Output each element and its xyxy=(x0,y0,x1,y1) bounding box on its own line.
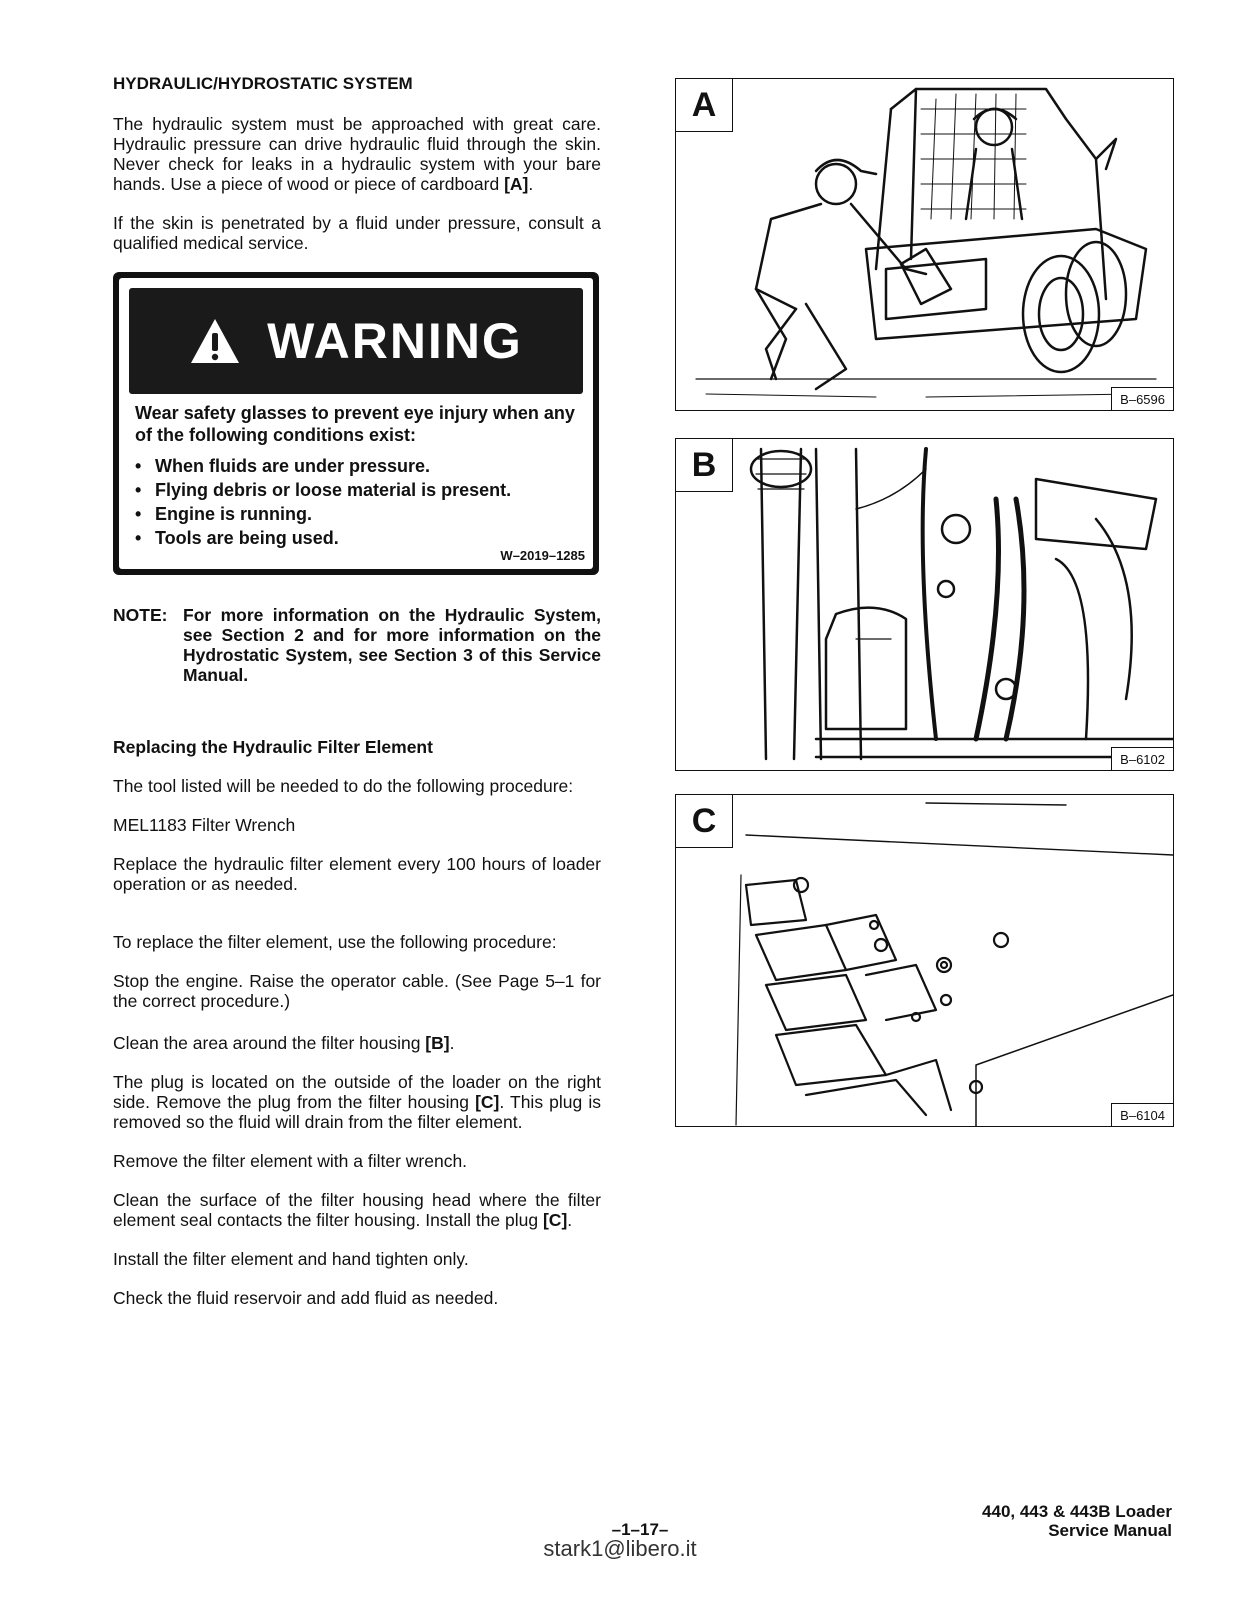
warning-triangle-icon xyxy=(189,317,241,365)
tool-intro: The tool listed will be needed to do the following procedure: xyxy=(113,776,574,796)
subsection-title: Replacing the Hydraulic Filter Element xyxy=(113,737,433,757)
procedure-intro: To replace the filter element, use the following procedure: xyxy=(113,932,557,952)
figure-ref-c: [C] xyxy=(542,1210,568,1230)
warning-title: WARNING xyxy=(267,313,523,369)
step-5-end: . xyxy=(567,1210,573,1230)
step-6: Install the filter element and hand tighten only. xyxy=(113,1249,469,1269)
note-label: NOTE: xyxy=(113,605,168,625)
note-block xyxy=(113,605,601,685)
intro-end: . xyxy=(528,174,534,194)
loader-illustration xyxy=(676,79,1173,410)
note-text: For more information on the Hydraulic System, see Section 2 and for more information on the Hydrostatic System, see Section 3 of this Service Manual. xyxy=(183,605,601,685)
figure-c xyxy=(675,794,1174,1127)
intro-text: The hydraulic system must be approached with great care. Hydraulic pressure can drive hydraulic fluid through the skin. Never check for leaks in a hydraulic system with your bare hands. Use a piece of wood or piece of cardboard xyxy=(113,114,601,194)
figure-label: A xyxy=(676,79,733,132)
step-2-text: Clean the area around the filter housing xyxy=(113,1033,426,1053)
step-3-end: . This plug is removed so the fluid will drain from the filter element. xyxy=(113,1092,601,1132)
page-number: –1–17– xyxy=(611,1520,669,1539)
warning-inner xyxy=(119,278,593,569)
figure-code: B–6102 xyxy=(1111,747,1173,770)
warning-item: • Engine is running. xyxy=(135,502,581,526)
figure-a xyxy=(675,78,1174,411)
figure-code: B–6596 xyxy=(1111,387,1173,410)
filter-housing-illustration xyxy=(676,439,1173,770)
step-2-end: . xyxy=(449,1033,455,1053)
figure-ref-a: [A] xyxy=(504,174,529,194)
warning-code: W–2019–1285 xyxy=(500,548,585,563)
section-title: HYDRAULIC/HYDROSTATIC SYSTEM xyxy=(113,74,413,93)
manual-title-line2: Service Manual xyxy=(1048,1521,1172,1540)
warning-lead: Wear safety glasses to prevent eye injury when any of the following conditions exist: xyxy=(135,403,575,445)
warning-box xyxy=(113,272,599,575)
step-3 xyxy=(113,1072,601,1132)
intro-paragraph xyxy=(113,114,601,194)
manual-title-line1: 440, 443 & 443B Loader xyxy=(982,1502,1172,1521)
step-3-text: The plug is located on the outside of the loader on the right side. Remove the plug from the filter housing xyxy=(113,1072,601,1112)
figure-ref-c: [C] xyxy=(475,1092,500,1112)
step-7: Check the fluid reservoir and add fluid as needed. xyxy=(113,1288,499,1308)
warning-item: • Tools are being used. xyxy=(135,526,581,550)
figure-label: C xyxy=(676,795,733,848)
step-5-text: Clean the surface of the filter housing head where the filter element seal contacts the filter housing. Install the plug xyxy=(113,1190,601,1230)
step-1: Stop the engine. Raise the operator cable. (See Page 5–1 for the correct procedure.) xyxy=(113,971,601,1011)
warning-item: • Flying debris or loose material is present. xyxy=(135,478,581,502)
main-text-column xyxy=(113,74,601,1327)
warning-list xyxy=(135,454,581,550)
warning-header xyxy=(129,288,583,394)
interval-paragraph: Replace the hydraulic filter element every 100 hours of loader operation or as needed. xyxy=(113,854,601,894)
skin-paragraph: If the skin is penetrated by a fluid under pressure, consult a qualified medical service. xyxy=(113,213,601,253)
step-5 xyxy=(113,1190,601,1230)
manual-title xyxy=(982,1502,1172,1540)
figure-ref-b: [B] xyxy=(425,1033,450,1053)
tool-name: MEL1183 Filter Wrench xyxy=(113,815,296,835)
warning-body xyxy=(135,402,581,550)
figure-b xyxy=(675,438,1174,771)
step-4: Remove the filter element with a filter wrench. xyxy=(113,1151,468,1171)
email-watermark: stark1@libero.it xyxy=(543,1536,697,1561)
step-2 xyxy=(113,1033,601,1053)
plug-location-illustration xyxy=(676,795,1173,1126)
figure-code: B–6104 xyxy=(1111,1103,1173,1126)
figure-label: B xyxy=(676,439,733,492)
warning-item: • When fluids are under pressure. xyxy=(135,454,581,478)
